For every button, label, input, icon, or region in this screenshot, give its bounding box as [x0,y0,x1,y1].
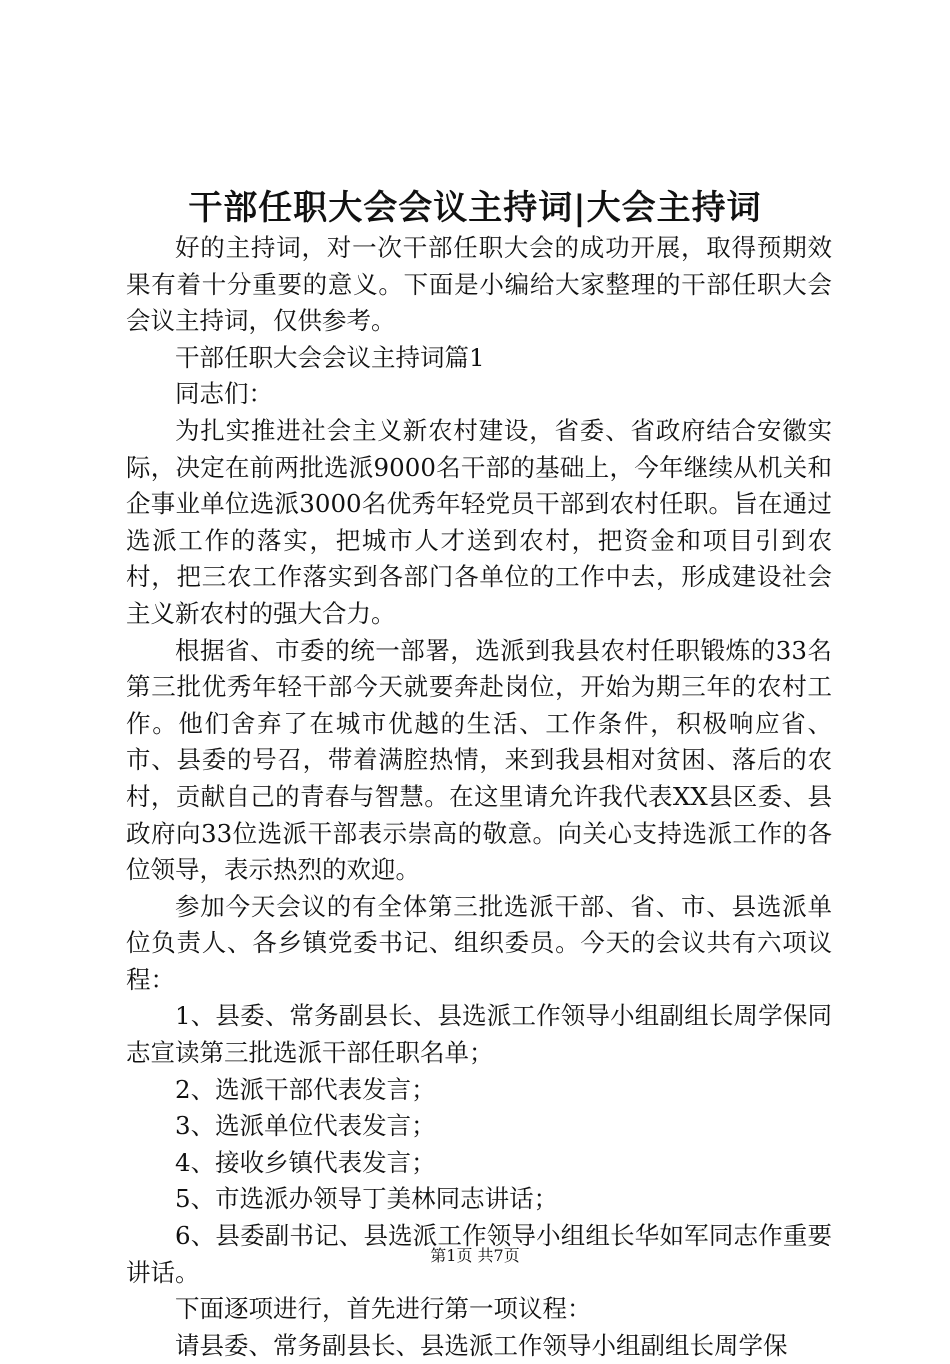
paragraph-salutation: 同志们： [175,379,273,409]
paragraph-attendees: 参加今天会议的有全体第三批选派干部、省、市、县选派单位负责人、各乡镇党委书记、组织委员。今天的会议共有六项议程： [126,891,832,994]
paragraph-proceed: 下面逐项进行，首先进行第一项议程： [175,1294,592,1324]
paragraph-deployment: 根据省、市委的统一部署，选派到我县农村任职锻炼的33名第三批优秀年轻干部今天就要奔赴岗位，开始为期三年的农村工作。他们舍弃了在城市优越的生活、工作条件，积极响应省、市、县委的号召，带着满腔热情，来到我县相对贫困、落后的农村，贡献自己的青春与智慧。在这里请允许我代表XX县区委、县政府向33位选派干部表示崇高的敬意。向关心支持选派工作的各位领导，表示热烈的欢迎。 [126,635,832,885]
paragraph-intro: 好的主持词，对一次干部任职大会的成功开展，取得预期效果有着十分重要的意义。下面是小编给大家整理的干部任职大会会议主持词，仅供参考。 [126,233,832,336]
paragraph-section-heading: 干部任职大会会议主持词篇1 [175,342,485,372]
paragraph-invitation: 请县委、常务副县长、县选派工作领导小组副组长周学保 [175,1330,788,1360]
agenda-item-6: 6、县委副书记、县选派工作领导小组组长华如军同志作重要讲话。 [126,1221,832,1287]
agenda-item-4: 4、接收乡镇代表发言； [175,1147,436,1177]
agenda-item-2: 2、选派干部代表发言； [175,1074,436,1104]
agenda-item-5: 5、市选派办领导丁美林同志讲话； [175,1184,559,1214]
agenda-item-1: 1、县委、常务副县长、县选派工作领导小组副组长周学保同志宣读第三批选派干部任职名单； [126,1001,832,1068]
agenda-item-3: 3、选派单位代表发言； [175,1111,436,1141]
page-footer: 第1页 共7页 [430,1246,520,1265]
document-body [126,230,832,1364]
document-title: 干部任职大会会议主持词|大会主持词 [188,188,762,228]
paragraph-background: 为扎实推进社会主义新农村建设，省委、省政府结合安徽实际，决定在前两批选派9000名干部的基础上，今年继续从机关和企事业单位选派3000名优秀年轻党员干部到农村任职。旨在通过选派工作的落实，把城市人才送到农村，把资金和项目引到农村，把三农工作落实到各部门各单位的工作中去，形成建设社会主义新农村的强大合力。 [126,415,832,628]
